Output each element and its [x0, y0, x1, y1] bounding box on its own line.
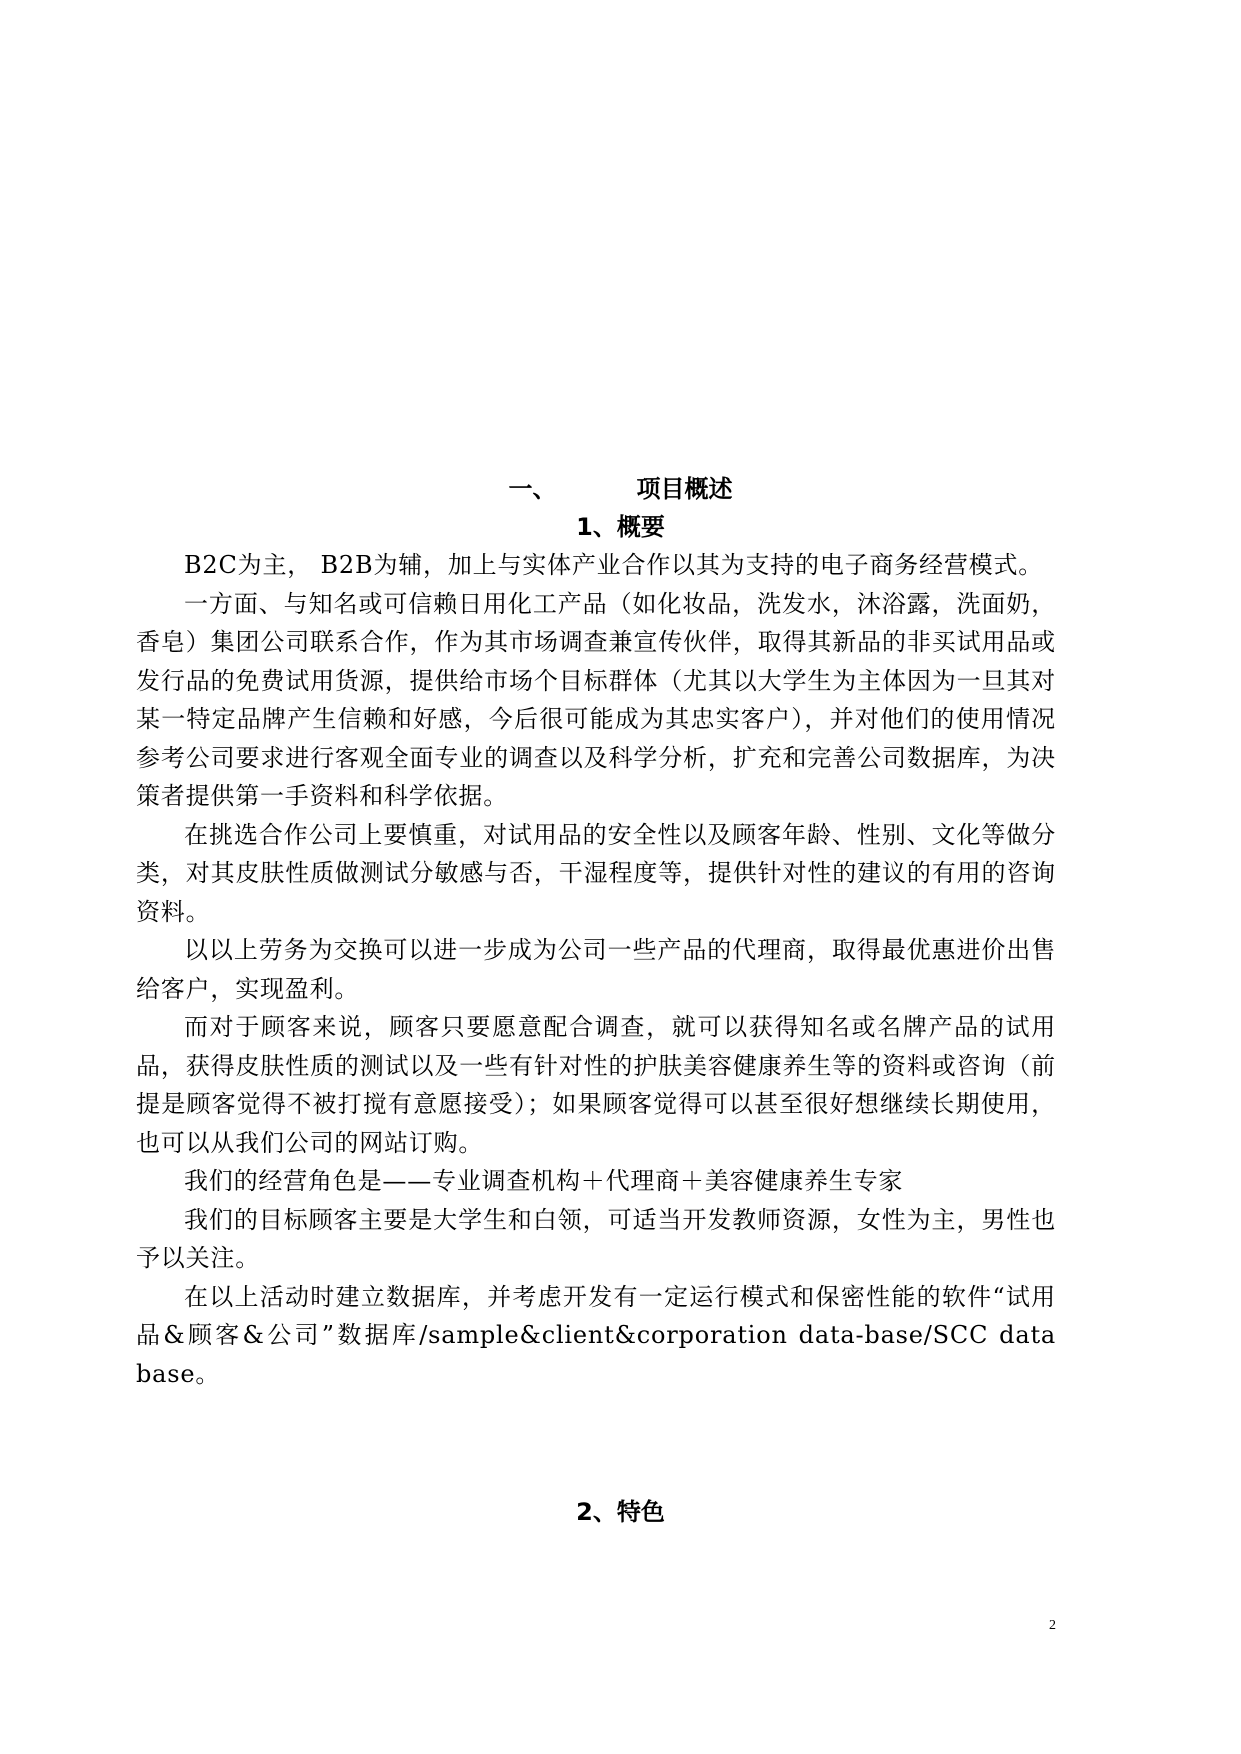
paragraph: 以以上劳务为交换可以进一步成为公司一些产品的代理商，取得最优惠进价出售给客户，实现盈利。 — [136, 936, 1056, 1003]
section-number: 一、 — [508, 475, 557, 503]
paragraph: 在挑选合作公司上要慎重，对试用品的安全性以及顾客年龄、性别、文化等做分类，对其皮肤性质做测试分敏感与否，干湿程度等，提供针对性的建议的有用的咨询资料。 — [136, 820, 1056, 926]
subsection-heading-features: 2、特色 — [576, 1498, 665, 1526]
page-number: 2 — [1049, 1618, 1056, 1633]
subsection-heading-overview: 1、概要 — [576, 513, 665, 541]
paragraph: B2C为主， B2B为辅，加上与实体产业合作以其为支持的电子商务经营模式。 — [184, 551, 1044, 579]
paragraph: 我们的经营角色是——专业调查机构＋代理商＋美容健康养生专家 — [184, 1167, 904, 1195]
paragraph: 而对于顾客来说，顾客只要愿意配合调查，就可以获得知名或名牌产品的试用品，获得皮肤性质的测试以及一些有针对性的护肤美容健康养生等的资料或咨询（前提是顾客觉得不被打搅有意愿接受）；如果顾客觉得可以甚至很好想继续长期使用，也可以从我们公司的网站订购。 — [136, 1013, 1056, 1157]
paragraph: 我们的目标顾客主要是大学生和白领，可适当开发教师资源，女性为主，男性也予以关注。 — [136, 1205, 1056, 1272]
section-title: 项目概述 — [636, 475, 733, 503]
paragraph: 一方面、与知名或可信赖日用化工产品（如化妆品，洗发水，沐浴露，洗面奶，香皂）集团公司联系合作，作为其市场调查兼宣传伙伴，取得其新品的非买试用品或发行品的免费试用货源，提供给市场个目标群体（尤其以大学生为主体因为一旦其对某一特定品牌产生信赖和好感，今后很可能成为其忠实客户），并对他们的使用情况参考公司要求进行客观全面专业的调查以及科学分析，扩充和完善公司数据库，为决策者提供第一手资料和科学依据。 — [136, 589, 1056, 810]
section-heading — [0, 472, 1241, 506]
body-text — [136, 546, 1056, 1393]
paragraph: 在以上活动时建立数据库，并考虑开发有一定运行模式和保密性能的软件“试用品&顾客&公司”数据库/sample&client&corporation data-base/SCC data base。 — [136, 1282, 1056, 1388]
